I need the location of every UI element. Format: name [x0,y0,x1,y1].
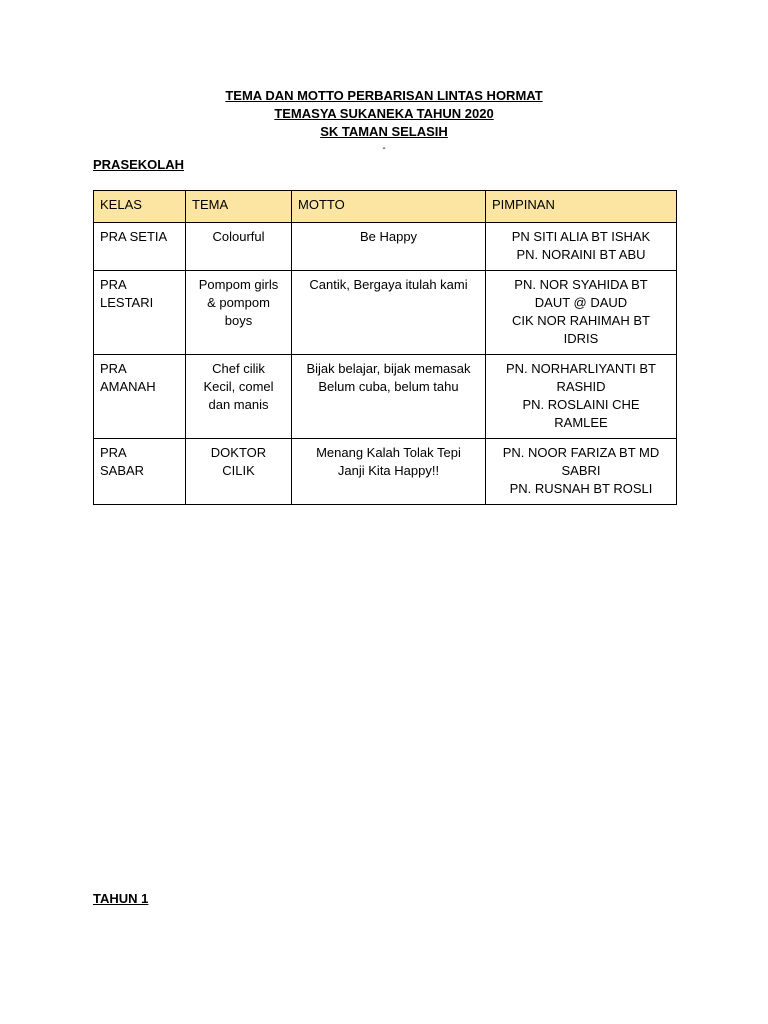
cell-text: Kecil, comel [203,379,274,394]
cell-pimpinan [486,271,677,355]
cell-text: DOKTOR [210,445,267,460]
column-header-pimpinan: PIMPINAN [486,191,677,223]
cell-motto [292,271,486,355]
title-line-2: TEMASYA SUKANEKA TAHUN 2020 [274,106,494,121]
cell-text: Janji Kita Happy!! [337,463,440,478]
cell-motto [292,223,486,271]
cell-text: AMANAH [100,379,156,394]
cell-text: Belum cuba, belum tahu [318,379,459,394]
title-line-3: SK TAMAN SELASIH [320,124,448,139]
cell-pimpinan [486,355,677,439]
table-row [94,439,677,505]
cell-text: RASHID [556,379,606,394]
cell-kelas [94,355,186,439]
cell-motto [292,439,486,505]
cell-text: dan manis [208,397,269,412]
cell-text: boys [224,313,253,328]
document-title [0,87,768,141]
table-body [94,223,677,505]
cell-text: PN. ROSLAINI CHE [522,397,640,412]
cell-tema [186,223,292,271]
cell-text: SABAR [100,463,145,478]
cell-tema [186,355,292,439]
cell-text: CIK NOR RAHIMAH BT [512,313,650,328]
cell-text: Pompom girls [198,277,279,292]
cell-kelas [94,439,186,505]
table-header-row [94,191,677,223]
cell-text: IDRIS [563,331,599,346]
cell-text: Menang Kalah Tolak Tepi [316,445,461,460]
cell-text: PN. RUSNAH BT ROSLI [509,481,653,496]
cell-text: PN. NOR SYAHIDA BT [514,277,648,292]
cell-text: SABRI [561,463,601,478]
prasekolah-table [93,190,677,505]
column-header-motto: MOTTO [292,191,486,223]
table-row [94,355,677,439]
title-dash: - [382,143,386,154]
cell-text: PRA [100,445,127,460]
cell-pimpinan [486,439,677,505]
cell-text: PN. NOOR FARIZA BT MD [502,445,660,460]
table-row [94,271,677,355]
cell-text: PN. NORAINI BT ABU [516,247,646,262]
cell-text: DAUT @ DAUD [534,295,628,310]
cell-text: Chef cilik [212,361,265,376]
cell-kelas [94,271,186,355]
cell-text: PRA [100,277,127,292]
cell-tema [186,271,292,355]
section-heading-tahun1: TAHUN 1 [93,891,149,906]
cell-kelas [94,223,186,271]
cell-text: Be Happy [359,229,418,244]
cell-text: PRA SETIA [100,229,168,244]
table-row [94,223,677,271]
title-line-1: TEMA DAN MOTTO PERBARISAN LINTAS HORMAT [225,88,543,103]
cell-text: PRA [100,361,127,376]
cell-text: Bijak belajar, bijak memasak [306,361,471,376]
column-header-tema: TEMA [186,191,292,223]
cell-pimpinan [486,223,677,271]
cell-text: Colourful [212,229,265,244]
cell-text: RAMLEE [554,415,608,430]
cell-text: CILIK [222,463,255,478]
cell-text: & pompom [207,295,270,310]
cell-text: Cantik, Bergaya itulah kami [309,277,468,292]
cell-text: PN. NORHARLIYANTI BT [505,361,656,376]
cell-text: PN SITI ALIA BT ISHAK [511,229,651,244]
section-heading-prasekolah: PRASEKOLAH [93,157,185,172]
cell-text: LESTARI [100,295,154,310]
cell-motto [292,355,486,439]
column-header-kelas: KELAS [94,191,186,223]
cell-tema [186,439,292,505]
